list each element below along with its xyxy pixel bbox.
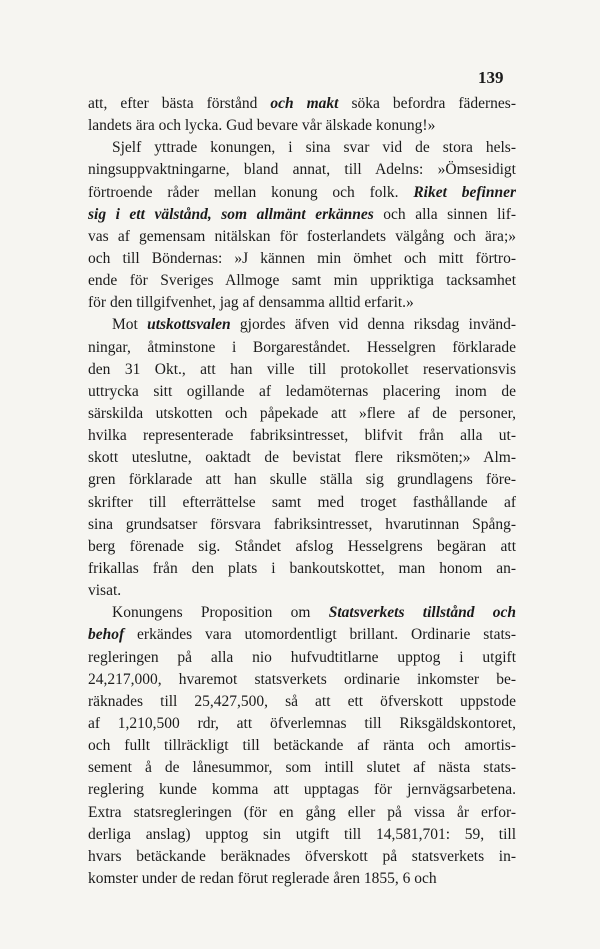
text-line bbox=[88, 93, 516, 115]
text-line bbox=[88, 314, 516, 336]
text-line bbox=[88, 226, 516, 248]
text-line bbox=[88, 204, 516, 226]
line-text: Extra statsregleringen (för en gång eller på vissa år erfor- bbox=[88, 803, 516, 821]
body-text bbox=[88, 93, 516, 890]
text-line bbox=[88, 159, 516, 181]
line-text: hvilka representerade fabriksintresset, blifvit från alla ut- bbox=[88, 427, 516, 445]
line-text: ningar, åtminstone i Borgareståndet. Hesselgren förklarade bbox=[88, 338, 516, 356]
line-text: berg förenade sig. Ståndet afslog Hesselgrens begäran att bbox=[88, 537, 516, 555]
line-text: hvars betäckande beräknades öfverskott på statsverkets in- bbox=[88, 847, 516, 865]
line-text: Mot bbox=[112, 316, 148, 334]
text-line bbox=[88, 403, 516, 425]
line-text: reglering kunde komma att upptagas för jernvägsarbetena. bbox=[88, 781, 516, 799]
text-line bbox=[88, 469, 516, 491]
text-line bbox=[88, 779, 516, 801]
line-text: söka befordra fädernes- bbox=[338, 95, 516, 112]
line-text: frikallas från den plats i bankoutskottet, man honom an- bbox=[88, 559, 516, 577]
text-line bbox=[88, 602, 516, 624]
text-line bbox=[88, 292, 516, 314]
text-line bbox=[88, 713, 516, 735]
text-line bbox=[88, 381, 516, 403]
emphasized-text: Statsverkets tillstånd och bbox=[328, 604, 516, 622]
line-text: gjordes äfven vid denna riksdag invänd- bbox=[230, 316, 516, 334]
emphasized-text: utskottsvalen bbox=[147, 316, 231, 334]
line-text: gren förklarade att han skulle ställa sig grundlagens före- bbox=[88, 471, 516, 489]
text-line bbox=[88, 492, 516, 514]
text-line bbox=[88, 182, 516, 204]
text-line bbox=[88, 824, 516, 846]
line-text: att, efter bästa förstånd bbox=[88, 95, 271, 112]
emphasized-text: behof bbox=[88, 626, 125, 644]
line-text: förtroende råder mellan konung och folk. bbox=[88, 183, 414, 201]
line-text: och till Böndernas: »J kännen min ömhet och mitt förtro- bbox=[88, 249, 516, 267]
line-text: ende för Sveriges Allmoge samt min uppriktiga tacksamhet bbox=[88, 272, 516, 290]
line-text: vas af gemensam nitälskan för fosterlandets välgång och ära;» bbox=[88, 227, 516, 245]
line-text: derliga anslag) upptog sin utgift till 14,581,701: 59, till bbox=[88, 825, 516, 843]
page-number: 139 bbox=[478, 68, 504, 87]
emphasized-text: sig i ett välstånd, som allmänt erkännes bbox=[88, 205, 374, 223]
line-text: Sjelf yttrade konungen, i sina svar vid de stora hels- bbox=[112, 139, 516, 157]
line-text: uttrycka sitt ogillande af ledamöternas placering inom de bbox=[88, 382, 516, 400]
text-line bbox=[88, 846, 516, 868]
line-text: regleringen på alla nio hufvudtitlarne upptog i utgift bbox=[88, 648, 516, 666]
text-line bbox=[88, 802, 516, 824]
line-text: särskilda utskotten och påpekade att »flere af de personer, bbox=[88, 404, 516, 422]
line-text: 24,217,000, hvaremot statsverkets ordinarie inkomster be- bbox=[88, 670, 516, 688]
text-line bbox=[88, 137, 516, 159]
emphasized-text: och makt bbox=[270, 95, 339, 112]
line-text: skrifter till efterrättelse samt med troget fasthållande af bbox=[88, 493, 516, 511]
text-line bbox=[88, 514, 516, 536]
text-line bbox=[88, 868, 516, 890]
text-line bbox=[88, 270, 516, 292]
line-text: ningsuppvaktningarne, bland annat, till Adelns: »Ömsesidigt bbox=[88, 161, 516, 179]
line-text: för den tillgifvenhet, jag af densamma alltid erfarit.» bbox=[88, 294, 414, 312]
text-line bbox=[88, 647, 516, 669]
text-line bbox=[88, 580, 516, 602]
text-line bbox=[88, 669, 516, 691]
text-line bbox=[88, 735, 516, 757]
line-text: landets ära och lycka. Gud bevare vår älskade konung!» bbox=[88, 117, 436, 135]
line-text: Konungens Proposition om bbox=[112, 604, 329, 622]
line-text: sement å de lånesummor, som intill slutet af nästa stats- bbox=[88, 759, 516, 777]
text-line bbox=[88, 337, 516, 359]
text-line bbox=[88, 248, 516, 270]
text-line bbox=[88, 691, 516, 713]
text-line bbox=[88, 757, 516, 779]
line-text: sina grundsatser försvara fabriksintresset, hvarutinnan Spång- bbox=[88, 515, 516, 533]
line-text: och alla sinnen lif- bbox=[373, 205, 516, 223]
text-line bbox=[88, 536, 516, 558]
line-text: af 1,210,500 rdr, att öfverlemnas till Riksgäldskontoret, bbox=[88, 714, 516, 732]
line-text: räknades till 25,427,500, så att ett öfverskott uppstode bbox=[88, 692, 516, 710]
line-text: och fullt tillräckligt till betäckande af ränta och amortis- bbox=[88, 737, 516, 755]
text-line bbox=[88, 359, 516, 381]
line-text: komster under de redan förut reglerade åren 1855, 6 och bbox=[88, 869, 437, 887]
line-text: den 31 Okt., att han ville till protokollet reservationsvis bbox=[88, 360, 516, 378]
text-line bbox=[88, 447, 516, 469]
line-text: visat. bbox=[88, 582, 122, 600]
text-line bbox=[88, 558, 516, 580]
line-text: erkändes vara utomordentligt brillant. Ordinarie stats- bbox=[124, 626, 516, 644]
line-text: skott uteslutne, oaktadt de bevistat flere riksmöten;» Alm- bbox=[88, 449, 516, 467]
emphasized-text: Riket befinner bbox=[413, 183, 516, 201]
text-line bbox=[88, 624, 516, 646]
text-line bbox=[88, 115, 516, 137]
text-line bbox=[88, 425, 516, 447]
